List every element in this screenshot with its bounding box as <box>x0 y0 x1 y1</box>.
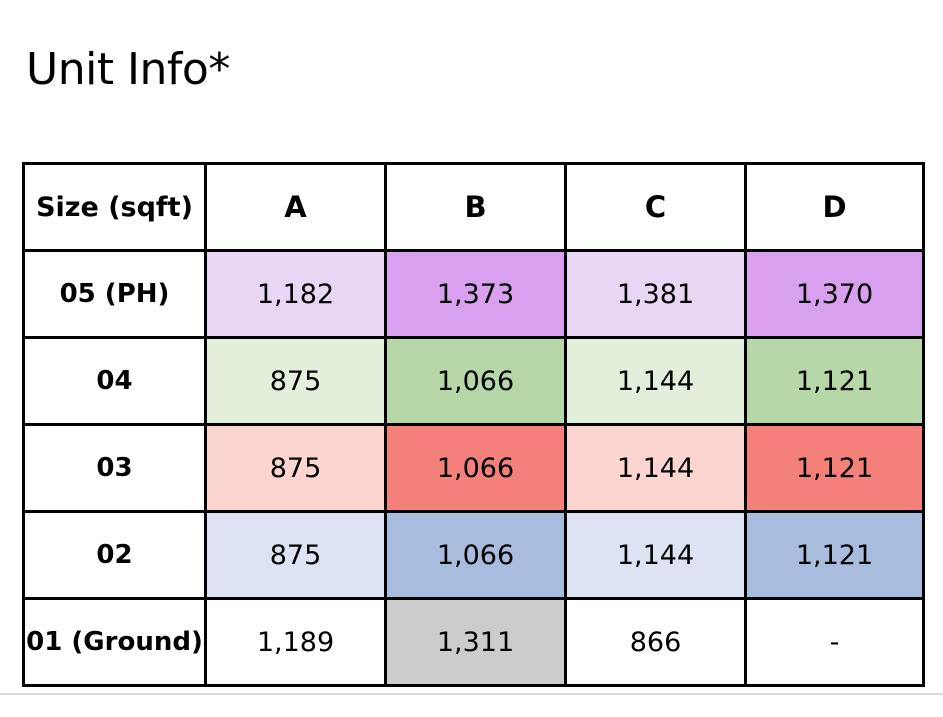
cell-02-d: 1,121 <box>746 512 924 599</box>
row-header-02: 02 <box>24 512 206 599</box>
row-header-05-ph: 05 (PH) <box>24 251 206 338</box>
cell-03-c: 1,144 <box>566 425 746 512</box>
table-header <box>24 164 924 251</box>
page-title: Unit Info* <box>26 44 230 95</box>
table-row <box>24 512 924 599</box>
unit-info-table-container <box>22 162 922 687</box>
table-row <box>24 425 924 512</box>
table-row <box>24 338 924 425</box>
cell-04-b: 1,066 <box>386 338 566 425</box>
cell-02-a: 875 <box>206 512 386 599</box>
cell-02-c: 1,144 <box>566 512 746 599</box>
table-row <box>24 599 924 686</box>
cell-01-d: - <box>746 599 924 686</box>
cell-02-b: 1,066 <box>386 512 566 599</box>
table-body <box>24 251 924 686</box>
row-header-03: 03 <box>24 425 206 512</box>
table-row <box>24 251 924 338</box>
column-header-a: A <box>206 164 386 251</box>
cell-03-d: 1,121 <box>746 425 924 512</box>
cell-05-c: 1,381 <box>566 251 746 338</box>
cell-05-d: 1,370 <box>746 251 924 338</box>
cell-01-c: 866 <box>566 599 746 686</box>
cell-05-a: 1,182 <box>206 251 386 338</box>
cell-03-a: 875 <box>206 425 386 512</box>
table-header-row <box>24 164 924 251</box>
cell-04-c: 1,144 <box>566 338 746 425</box>
column-header-b: B <box>386 164 566 251</box>
cell-01-a: 1,189 <box>206 599 386 686</box>
unit-info-table <box>22 162 925 687</box>
cell-04-a: 875 <box>206 338 386 425</box>
cell-03-b: 1,066 <box>386 425 566 512</box>
row-header-04: 04 <box>24 338 206 425</box>
row-header-01-ground: 01 (Ground) <box>24 599 206 686</box>
footer-divider <box>0 693 943 695</box>
column-header-size: Size (sqft) <box>24 164 206 251</box>
cell-05-b: 1,373 <box>386 251 566 338</box>
cell-01-b: 1,311 <box>386 599 566 686</box>
cell-04-d: 1,121 <box>746 338 924 425</box>
column-header-d: D <box>746 164 924 251</box>
column-header-c: C <box>566 164 746 251</box>
